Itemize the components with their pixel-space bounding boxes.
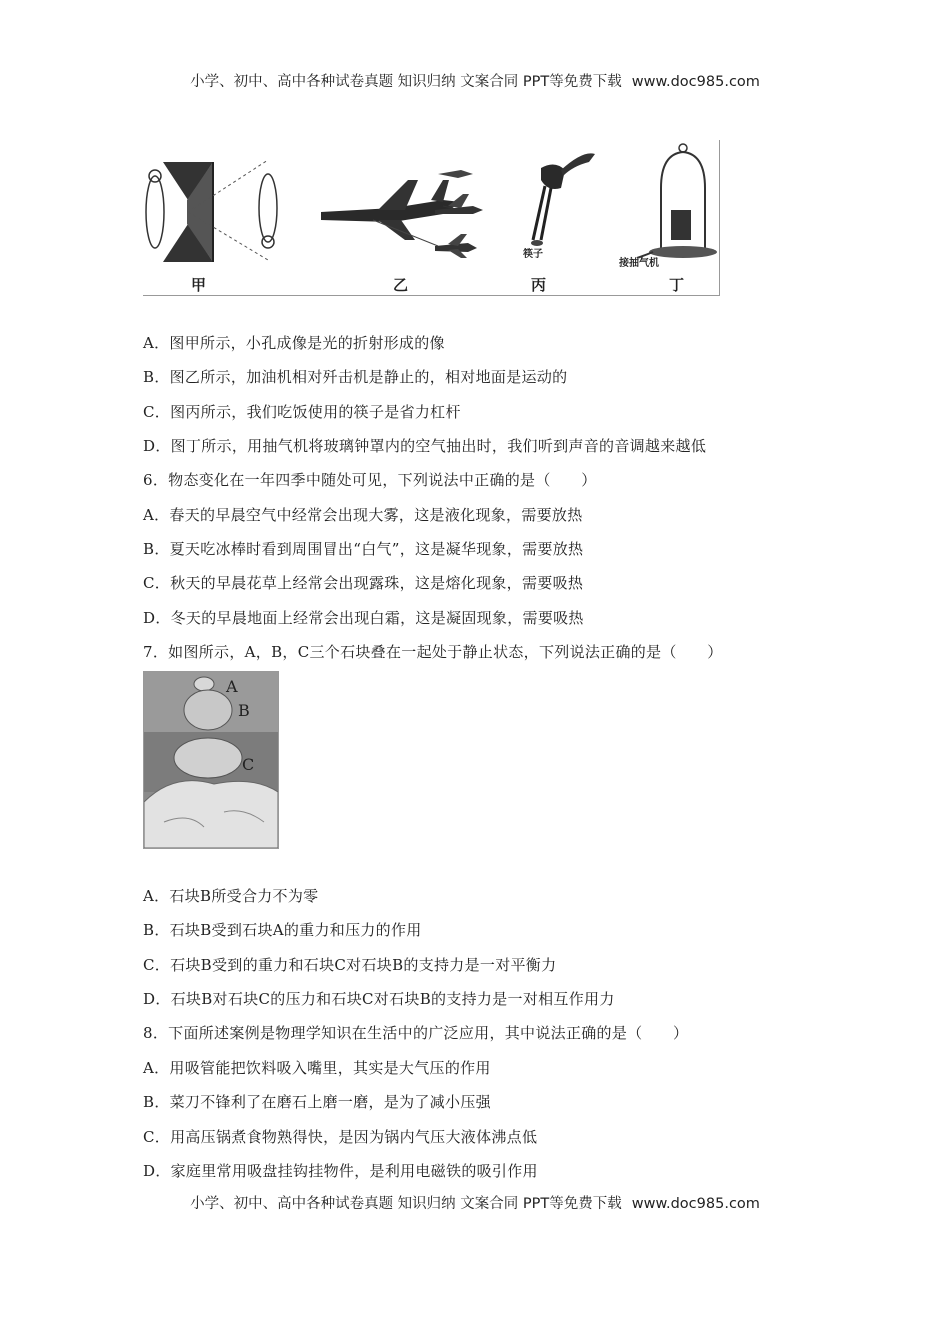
q8-stem: 8．下面所述案例是物理学知识在生活中的广泛应用，其中说法正确的是（ ）	[143, 1024, 689, 1042]
q6-option-b: B．夏天吃冰棒时看到周围冒出“白气”，这是凝华现象，需要放热	[143, 540, 584, 558]
q6-stem: 6．物态变化在一年四季中随处可见，下列说法中正确的是（ ）	[143, 471, 597, 489]
header-site-link[interactable]: www.doc985.com	[631, 74, 760, 90]
aircraft-panel	[321, 170, 483, 258]
q5-option-d: D．图丁所示，用抽气机将玻璃钟罩内的空气抽出时，我们听到声音的音调越来越低	[143, 437, 707, 455]
footer-site-link[interactable]: www.doc985.com	[631, 1196, 760, 1212]
header-text: 小学、初中、高中各种试卷真题 知识归纳 文案合同 PPT等免费下载	[190, 74, 622, 90]
bell-jar-panel	[618, 144, 717, 269]
q5-option-a: A．图甲所示，小孔成像是光的折射形成的像	[143, 334, 445, 352]
page-footer	[0, 1192, 950, 1213]
q8-option-a: A．用吸管能把饮料吸入嘴里，其实是大气压的作用	[143, 1059, 491, 1077]
q7-option-a: A．石块B所受合力不为零	[143, 887, 319, 905]
q5-option-c: C．图丙所示，我们吃饭使用的筷子是省力杠杆	[143, 403, 461, 421]
q8-option-b: B．菜刀不锋利了在磨石上磨一磨，是为了减小压强	[143, 1093, 491, 1111]
stone-label-a: A	[226, 677, 238, 696]
stone-label-c: C	[242, 755, 255, 774]
stone-label-b: B	[238, 701, 250, 720]
figure-q5-illustration	[143, 140, 719, 295]
figure-q5	[143, 140, 720, 296]
chopsticks-panel	[523, 153, 595, 260]
label-bing: 丙	[531, 276, 547, 294]
q6-option-d: D．冬天的早晨地面上经常会出现白霜，这是凝固现象，需要吸热	[143, 609, 584, 627]
pinhole-panel	[146, 160, 277, 262]
q6-option-c: C．秋天的早晨花草上经常会出现露珠，这是熔化现象，需要吸热	[143, 574, 584, 592]
q7-option-b: B．石块B受到石块A的重力和压力的作用	[143, 921, 422, 939]
stones-illustration	[144, 672, 278, 848]
label-yi: 乙	[393, 276, 409, 294]
page-header	[0, 70, 950, 91]
q7-option-d: D．石块B对石块C的压力和石块C对石块B的支持力是一对相互作用力	[143, 990, 615, 1008]
q5-option-b: B．图乙所示，加油机相对歼击机是静止的，相对地面是运动的	[143, 368, 568, 386]
chopsticks-label: 筷子	[523, 249, 543, 260]
q7-stem: 7．如图所示，A，B，C三个石块叠在一起处于静止状态，下列说法正确的是（ ）	[143, 643, 723, 661]
pump-label: 接抽气机	[619, 258, 659, 269]
q6-option-a: A．春天的早晨空气中经常会出现大雾，这是液化现象，需要放热	[143, 506, 583, 524]
figure-q7-stones	[143, 671, 279, 849]
q8-option-c: C．用高压锅煮食物熟得快，是因为锅内气压大液体沸点低	[143, 1128, 538, 1146]
label-jia: 甲	[191, 276, 207, 294]
footer-text: 小学、初中、高中各种试卷真题 知识归纳 文案合同 PPT等免费下载	[190, 1196, 622, 1212]
q7-option-c: C．石块B受到的重力和石块C对石块B的支持力是一对平衡力	[143, 956, 557, 974]
q8-option-d: D．家庭里常用吸盘挂钩挂物件，是利用电磁铁的吸引作用	[143, 1162, 538, 1180]
label-ding: 丁	[669, 276, 685, 294]
